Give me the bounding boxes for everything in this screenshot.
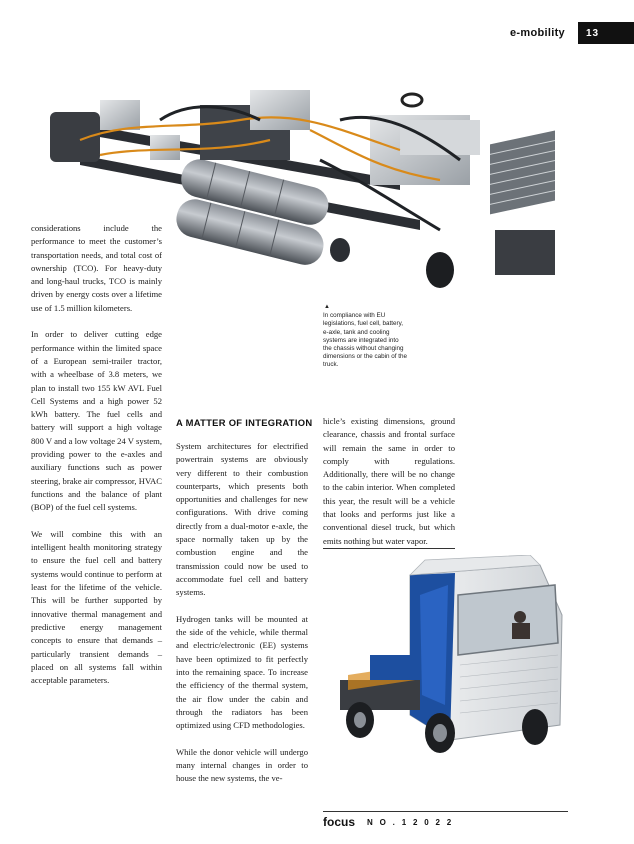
paragraph: hicle’s existing dimensions, ground clearance, chassis and frontal surface will remain the same in order to comply with regulations. Additionally, there will be no change to the cabin interior. When completed this year, the result will be a vehicle that looks and performs just like a conventional diesel truck, but which emits nothing but water vapor. xyxy=(323,416,455,546)
magazine-logo: focus xyxy=(323,815,356,829)
issue-label: N O . 1 2 0 2 2 xyxy=(367,818,454,827)
article-column-3 xyxy=(323,415,455,561)
truck-illustration xyxy=(330,555,570,765)
paragraph: While the donor vehicle will undergo many internal changes in order to house the new systems, the ve- xyxy=(176,746,308,784)
paragraph: considerations include the performance to meet the customer’s transportation needs, and total cost of ownership (TCO). For heavy-duty and long-haul trucks, TCO is mainly driven by energy costs over a lifetime use of 1.5 million kilometers. xyxy=(31,223,162,313)
article-column-1 xyxy=(31,222,162,701)
caption-text: In compliance with EU legislations, fuel cell, battery, e-axle, tank and cooling systems are integrated into the chassis without changing dimensions or the cabin of the truck. xyxy=(323,312,408,369)
section-label: e-mobility xyxy=(510,27,565,39)
article-column-2 xyxy=(176,440,308,799)
footer-rule xyxy=(323,811,568,812)
column-end-rule xyxy=(323,548,455,549)
paragraph: System architectures for electrified powertrain systems are obviously very different to their combustion counterparts, which presents both opportunities and challenges for new configurations. With drive coming directly from a dual-motor e-axle, the space normally taken up by the combustion engine and the transmission could now be used to accommodate fuel cell and battery systems. xyxy=(176,441,308,598)
paragraph: Hydrogen tanks will be mounted at the side of the vehicle, while thermal and electric/electronic (EE) systems have been optimized to fit perfectly into the remaining space. To increase the efficiency of the thermal system, the air flow under the cabin and through the radiators has been optimized using CFD methodologies. xyxy=(176,613,308,731)
caption-marker: ▲ xyxy=(324,304,330,310)
image-caption xyxy=(323,303,407,370)
page-number-tab xyxy=(578,22,634,44)
section-heading: A MATTER OF INTEGRATION xyxy=(176,417,313,428)
paragraph: In order to deliver cutting edge performance within the limited space of a European semi-trailer tractor, with a wheelbase of 3.8 meters, we plan to install two 155 kW AVL Fuel Cell Systems and a high power 52 kWh battery. The fuel cells and battery will support a high voltage 800 V and a low voltage 24 V system, providing power to the e-axles and auxiliary functions such as power steering, brake air compressor, HVAC functions and the balance of plant (BOP) of the fuel cell systems. xyxy=(31,329,162,513)
paragraph: We will combine this with an intelligent health monitoring strategy to ensure the fuel cell and battery systems would continue to perform at least for the lifetime of the vehicle. This will be further supported by innovative thermal management and predictive energy management concepts to ensure that demands – particularly transient demands – placed on all systems fall within acceptable parameters. xyxy=(31,528,162,686)
page-number: 13 xyxy=(586,27,600,39)
